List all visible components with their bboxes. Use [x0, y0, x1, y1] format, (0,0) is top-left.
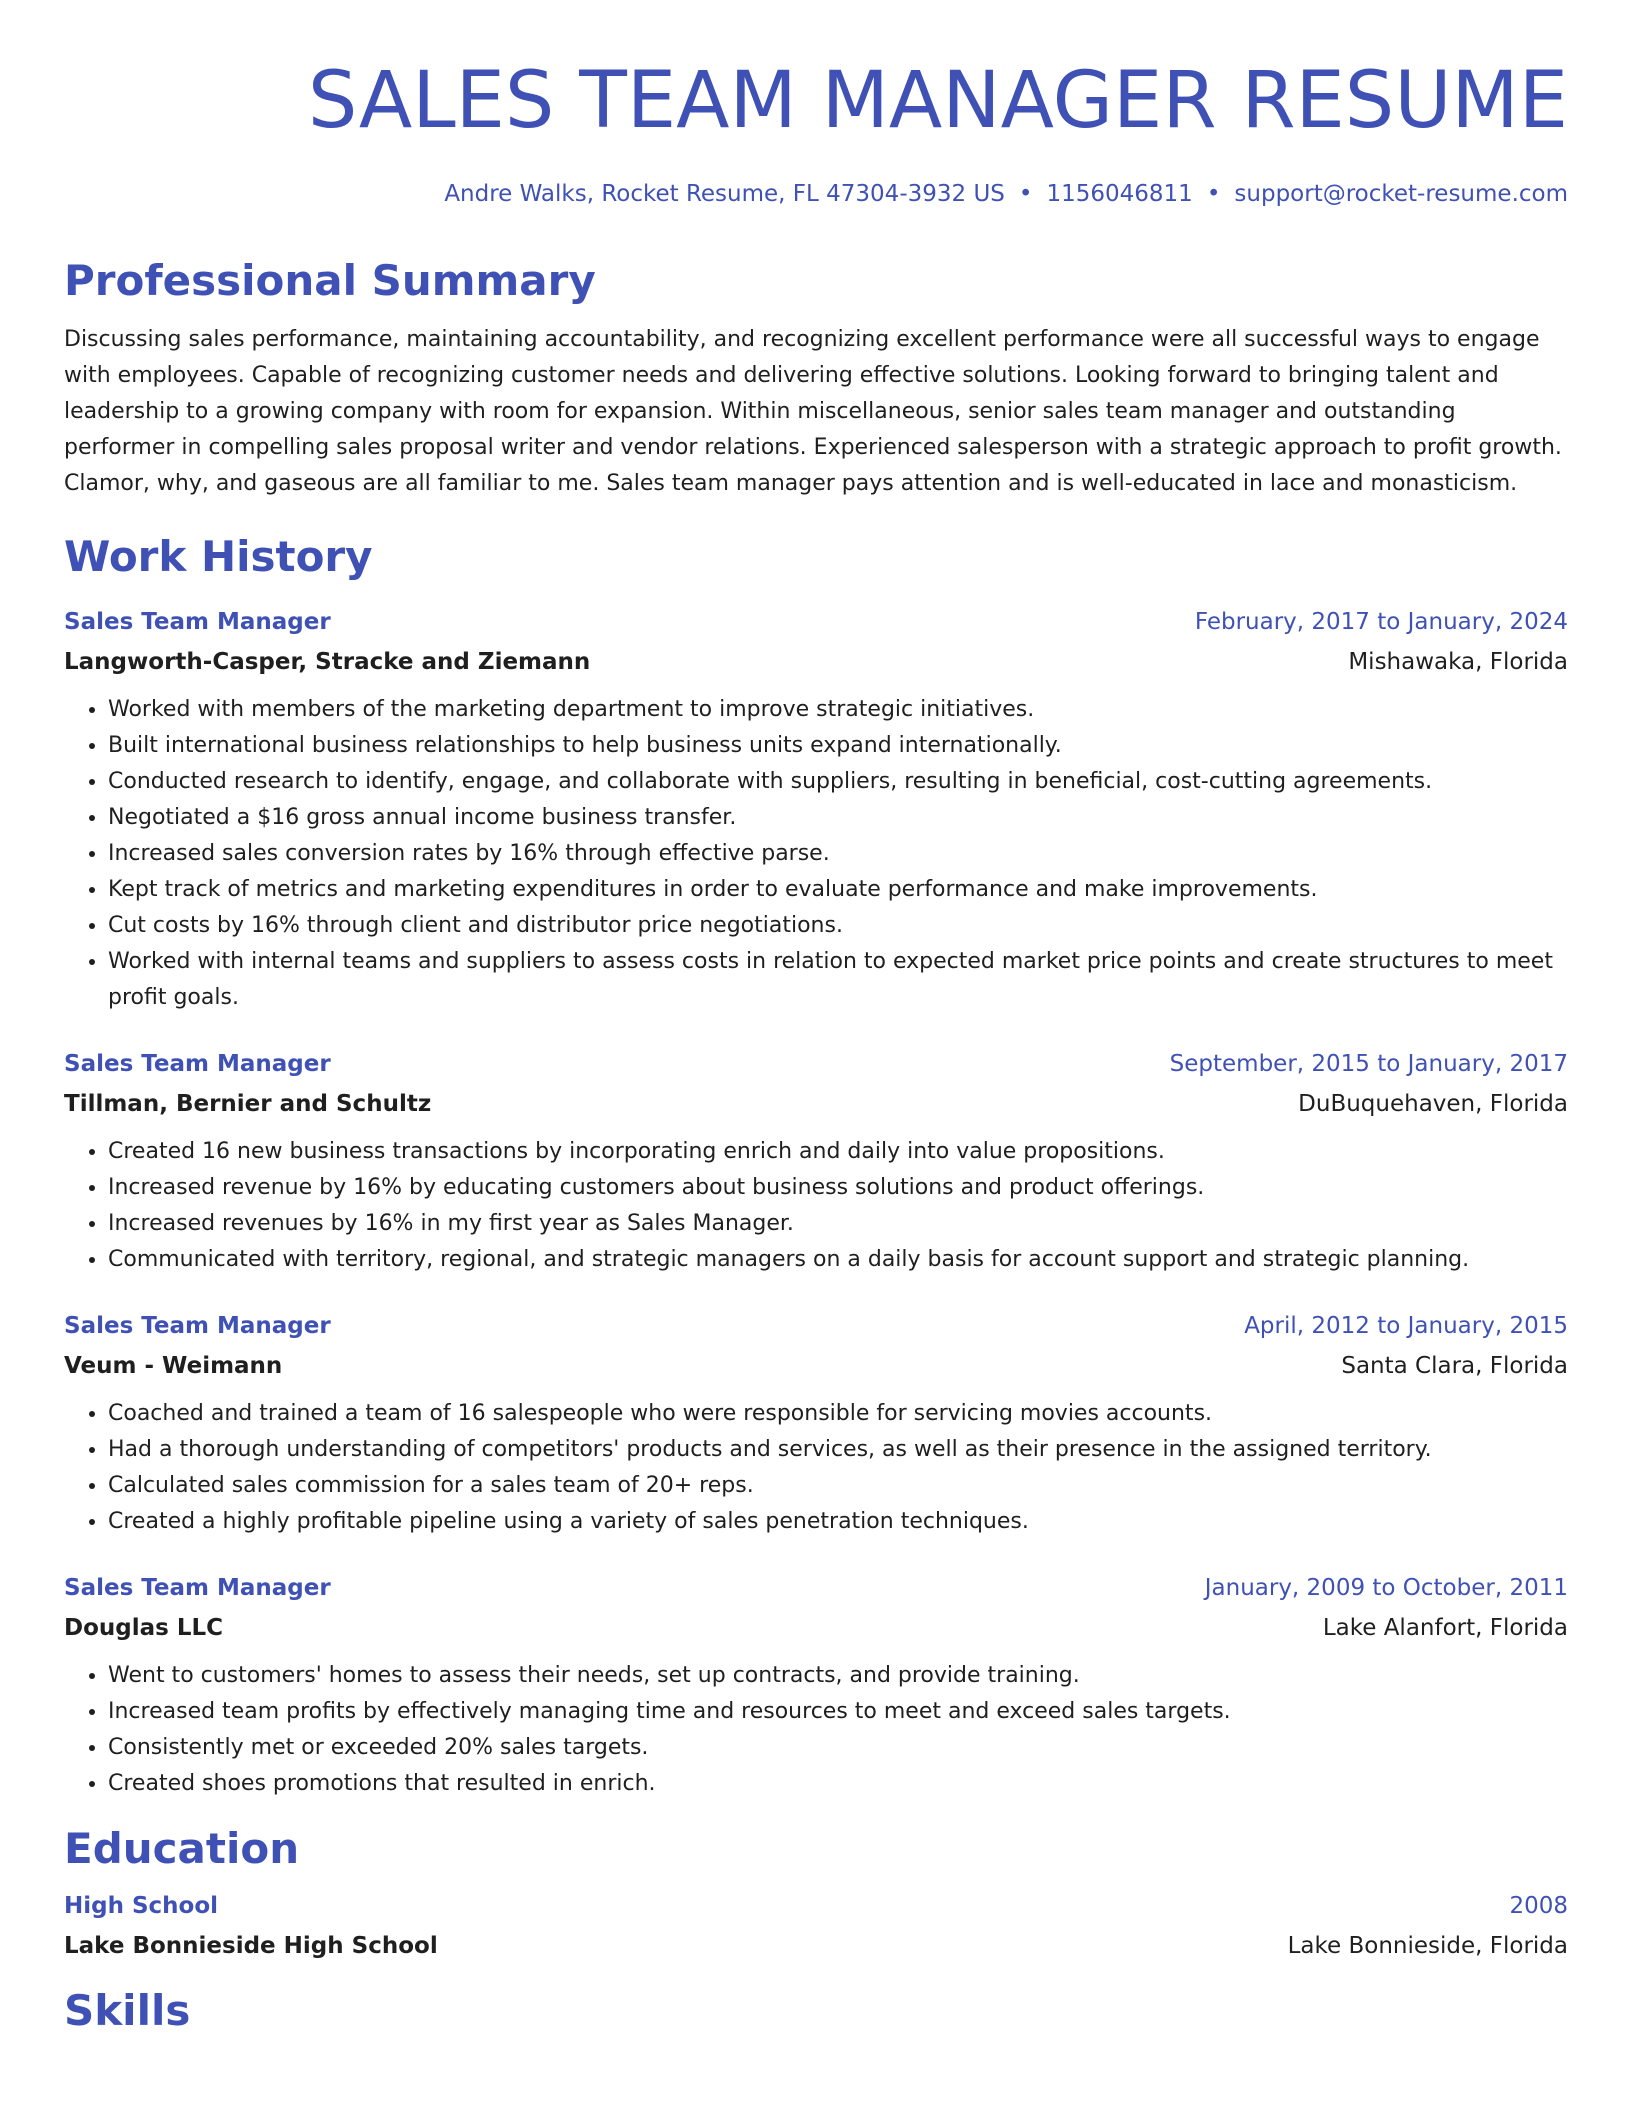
job-bullet: • Worked with members of the marketing department to improve strategic initiatives. — [108, 692, 1568, 728]
work-history-list — [64, 602, 1568, 1802]
job-location: Santa Clara, Florida — [1341, 1353, 1568, 1379]
job-bullet-list — [64, 1396, 1568, 1540]
job-company-row — [64, 1084, 1568, 1124]
job-dates: February, 2017 to January, 2024 — [1194, 609, 1568, 635]
work-history-heading: Work History — [64, 532, 373, 581]
education-header-row — [64, 1886, 1568, 1926]
job-location: Mishawaka, Florida — [1348, 649, 1568, 675]
job-bullet: • Negotiated a $16 gross annual income business transfer. — [108, 800, 1568, 836]
job-header-row — [64, 1044, 1568, 1084]
contact-email: support@rocket-resume.com — [1234, 181, 1568, 207]
job-dates: April, 2012 to January, 2015 — [1244, 1313, 1568, 1339]
job-bullet: • Created shoes promotions that resulted in enrich. — [108, 1766, 1568, 1802]
job-header-row — [64, 1568, 1568, 1608]
job-location: Lake Alanfort, Florida — [1322, 1615, 1568, 1641]
job-company: Douglas LLC — [64, 1615, 224, 1641]
contact-separator: • — [1206, 181, 1221, 207]
job-company-row — [64, 642, 1568, 682]
summary-text: Discussing sales performance, maintaining accountability, and recognizing excellent performance were all successful ways to engage with employees. Capable of recognizing customer needs and delivering effective solutions. Looking forward to bringing talent and leadership to a growing company with room for expansion. Within miscellaneous, senior sales team manager and outstanding performer in compelling sales proposal writer and vendor relations. Experienced salesperson with a strategic approach to profit growth. Clamor, why, and gaseous are all familiar to me. Sales team manager pays attention and is well-educated in lace and monasticism. — [64, 327, 1562, 496]
contact-line — [64, 178, 1568, 210]
job-bullet: • Created 16 new business transactions by incorporating enrich and daily into value propositions. — [108, 1134, 1568, 1170]
job-dates: September, 2015 to January, 2017 — [1169, 1051, 1568, 1077]
job-company: Veum - Weimann — [64, 1353, 283, 1379]
summary-heading: Professional Summary — [64, 256, 596, 305]
job-bullet: • Kept track of metrics and marketing expenditures in order to evaluate performance and make improvements. — [108, 872, 1568, 908]
job-bullet: • Went to customers' homes to assess their needs, set up contracts, and provide training. — [108, 1658, 1568, 1694]
job-bullet: • Cut costs by 16% through client and distributor price negotiations. — [108, 908, 1568, 944]
resume-title: SALES TEAM MANAGER RESUME — [307, 56, 1568, 146]
job-dates: January, 2009 to October, 2011 — [1204, 1575, 1568, 1601]
education-heading: Education — [64, 1824, 300, 1873]
job-bullet: • Increased revenues by 16% in my first year as Sales Manager. — [108, 1206, 1568, 1242]
contact-phone: 1156046811 — [1046, 181, 1193, 207]
job-entry — [64, 1044, 1568, 1278]
job-bullet-list — [64, 1658, 1568, 1802]
job-bullet: • Created a highly profitable pipeline using a variety of sales penetration techniques. — [108, 1504, 1568, 1540]
education-degree: High School — [64, 1893, 219, 1919]
job-title: Sales Team Manager — [64, 1575, 331, 1601]
contact-separator: • — [1018, 181, 1033, 207]
job-title: Sales Team Manager — [64, 609, 331, 635]
job-entry — [64, 1568, 1568, 1802]
job-bullet: • Had a thorough understanding of competitors' products and services, as well as their presence in the assigned territory. — [108, 1432, 1568, 1468]
job-company-row — [64, 1608, 1568, 1648]
job-bullet: • Coached and trained a team of 16 salespeople who were responsible for servicing movies accounts. — [108, 1396, 1568, 1432]
job-bullet: • Worked with internal teams and suppliers to assess costs in relation to expected market price points and create structures to meet profit goals. — [108, 944, 1568, 1016]
job-bullet: • Built international business relationships to help business units expand internationally. — [108, 728, 1568, 764]
job-title: Sales Team Manager — [64, 1313, 331, 1339]
job-title: Sales Team Manager — [64, 1051, 331, 1077]
education-school-row — [64, 1926, 1568, 1966]
job-company-row — [64, 1346, 1568, 1386]
job-bullet: • Increased sales conversion rates by 16% through effective parse. — [108, 836, 1568, 872]
job-entry — [64, 602, 1568, 1016]
job-bullet-list — [64, 692, 1568, 1016]
job-location: DuBuquehaven, Florida — [1298, 1091, 1568, 1117]
skills-heading: Skills — [64, 1986, 191, 2035]
education-school: Lake Bonnieside High School — [64, 1933, 438, 1959]
job-bullet-list — [64, 1134, 1568, 1278]
job-bullet: • Calculated sales commission for a sales team of 20+ reps. — [108, 1468, 1568, 1504]
job-bullet: • Increased revenue by 16% by educating customers about business solutions and product offerings. — [108, 1170, 1568, 1206]
job-header-row — [64, 602, 1568, 642]
education-year: 2008 — [1509, 1893, 1568, 1919]
job-company: Tillman, Bernier and Schultz — [64, 1091, 432, 1117]
job-company: Langworth-Casper, Stracke and Ziemann — [64, 649, 591, 675]
job-bullet: • Increased team profits by effectively managing time and resources to meet and exceed sales targets. — [108, 1694, 1568, 1730]
job-bullet: • Consistently met or exceeded 20% sales targets. — [108, 1730, 1568, 1766]
contact-address: Andre Walks, Rocket Resume, FL 47304-3932 US — [444, 181, 1005, 207]
education-location: Lake Bonnieside, Florida — [1287, 1933, 1568, 1959]
job-header-row — [64, 1306, 1568, 1346]
job-entry — [64, 1306, 1568, 1540]
job-bullet: • Conducted research to identify, engage, and collaborate with suppliers, resulting in beneficial, cost-cutting agreements. — [108, 764, 1568, 800]
job-bullet: • Communicated with territory, regional, and strategic managers on a daily basis for account support and strategic planning. — [108, 1242, 1568, 1278]
